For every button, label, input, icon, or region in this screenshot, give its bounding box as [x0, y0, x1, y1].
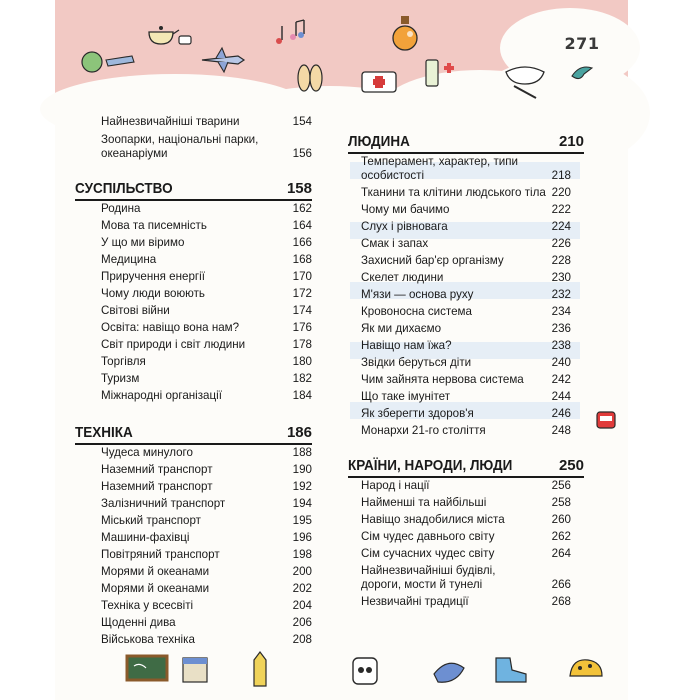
toc-entry-page: 168: [292, 253, 312, 266]
toc-entry[interactable]: [101, 497, 312, 511]
toc-entry-title: Як зберегти здоров'я: [361, 407, 474, 420]
toc-entry-title: Наземний транспорт: [101, 463, 213, 476]
toc-entry[interactable]: [361, 203, 571, 217]
toc-entry-page: 218: [551, 169, 571, 182]
section-page: 210: [558, 133, 584, 150]
toc-entry-page: 182: [292, 372, 312, 385]
sneaker-icon: [490, 652, 530, 688]
toc-entry[interactable]: [101, 253, 312, 267]
toc-entry-title: Торгівля: [101, 355, 146, 368]
bag-icon: [594, 404, 618, 432]
section-heading-society[interactable]: [75, 180, 312, 198]
toc-entry-title: Чому люди воюють: [101, 287, 205, 300]
toc-entry[interactable]: [361, 496, 571, 510]
toc-entry[interactable]: [101, 633, 312, 647]
robot-icon: [348, 652, 382, 688]
teapot-icon: [143, 18, 195, 48]
toc-entry[interactable]: [361, 339, 571, 353]
toc-entry-page: 222: [551, 203, 571, 216]
toc-entry[interactable]: [101, 270, 312, 284]
medicine-bottle-icon: [420, 52, 464, 92]
toc-entry-title: Найнезвичайніші тварини: [101, 115, 240, 128]
toc-entry-page: 224: [551, 220, 571, 233]
section-heading-technology[interactable]: [75, 424, 312, 442]
toc-entry[interactable]: [361, 390, 571, 404]
toc-entry-title: Родина: [101, 202, 141, 215]
calendar-icon: [180, 654, 210, 686]
toc-entry-title-line1: Зоопарки, національні парки,: [101, 133, 259, 146]
toc-entry-page: 238: [551, 339, 571, 352]
toc-entry-title: Залізничний транспорт: [101, 497, 226, 510]
toc-entry-title: Кровоносна система: [361, 305, 472, 318]
teeth-icon: [500, 62, 550, 102]
toc-entry[interactable]: [101, 389, 312, 403]
toc-entry-title: Найменші та найбільші: [361, 496, 487, 509]
toc-entry-title: Міський транспорт: [101, 514, 201, 527]
toc-entry[interactable]: [361, 186, 571, 200]
toc-entry[interactable]: [361, 513, 571, 527]
toc-entry[interactable]: [101, 133, 312, 161]
toc-entry-page: 178: [292, 338, 312, 351]
toc-entry[interactable]: [361, 356, 571, 370]
toc-entry[interactable]: [101, 480, 312, 494]
toc-entry-title: Щоденні дива: [101, 616, 176, 629]
toc-entry-title-line2: океанаріуми: [101, 147, 168, 160]
toc-entry-title: Військова техніка: [101, 633, 195, 646]
toc-entry-title: Техніка у всесвіті: [101, 599, 194, 612]
toc-entry-title: Що таке імунітет: [361, 390, 451, 403]
toc-entry-page: 156: [292, 147, 312, 160]
toc-entry-title: Навіщо нам їжа?: [361, 339, 452, 352]
section-underline: [348, 476, 584, 478]
toc-entry-page: 174: [292, 304, 312, 317]
toc-entry[interactable]: [101, 599, 312, 613]
section-underline: [75, 443, 312, 445]
toc-entry-page: 190: [292, 463, 312, 476]
toc-entry-title-line1: Темперамент, характер, типи: [361, 155, 519, 168]
toc-entry-title: Повітряний транспорт: [101, 548, 220, 561]
slippers-icon: [296, 62, 324, 94]
toc-entry-page: 232: [551, 288, 571, 301]
toc-entry-page: 260: [551, 513, 571, 526]
toc-entry-title: Приручення енергії: [101, 270, 205, 283]
toc-entry-page: 268: [551, 595, 571, 608]
toc-entry-title: Чому ми бачимо: [361, 203, 450, 216]
toc-entry-title: Як ми дихаємо: [361, 322, 442, 335]
toc-entry[interactable]: [361, 322, 571, 336]
toc-entry[interactable]: [361, 564, 571, 592]
toc-entry-page: 196: [292, 531, 312, 544]
toc-entry[interactable]: [361, 305, 571, 319]
toc-entry[interactable]: [101, 582, 312, 596]
toc-entry-title: Чим зайнята нервова система: [361, 373, 524, 386]
toc-entry[interactable]: [101, 355, 312, 369]
toc-entry[interactable]: [101, 548, 312, 562]
toc-entry-page: 206: [292, 616, 312, 629]
toc-entry[interactable]: [101, 321, 312, 335]
page-number: 271: [564, 34, 600, 53]
section-page: 250: [558, 457, 584, 474]
toc-entry[interactable]: [101, 115, 312, 129]
section-page: 186: [286, 424, 312, 441]
toc-entry[interactable]: [101, 565, 312, 579]
toc-entry[interactable]: [361, 288, 571, 302]
toc-entry-title: Мова та писемність: [101, 219, 207, 232]
toc-entry-title: Морями й океанами: [101, 582, 210, 595]
section-title: ЛЮДИНА: [348, 133, 410, 150]
toc-entry[interactable]: [101, 202, 312, 216]
toc-entry-title: Освіта: навіщо вона нам?: [101, 321, 240, 334]
toc-entry[interactable]: [361, 155, 571, 183]
cap-icon: [566, 654, 606, 686]
toc-entry[interactable]: [101, 616, 312, 630]
toc-entry-page: 266: [551, 578, 571, 591]
toc-entry-page: 202: [292, 582, 312, 595]
toc-entry[interactable]: [101, 446, 312, 460]
toc-entry-page: 264: [551, 547, 571, 560]
toc-entry-title: Чудеса минулого: [101, 446, 193, 459]
toc-entry-title: Смак і запах: [361, 237, 429, 250]
toc-entry-page: 244: [551, 390, 571, 403]
toc-entry-title: Світові війни: [101, 304, 170, 317]
section-underline: [348, 152, 584, 154]
toc-entry-page: 256: [551, 479, 571, 492]
toc-entry-page: 198: [292, 548, 312, 561]
toc-entry-title: Тканини та клітини людського тіла: [361, 186, 546, 199]
music-notes-icon: [272, 18, 320, 50]
toc-entry[interactable]: [101, 287, 312, 301]
toc-entry-page: 180: [292, 355, 312, 368]
globe-icon: [80, 48, 138, 76]
toc-entry-page: 200: [292, 565, 312, 578]
chalkboard-icon: [124, 652, 170, 686]
toc-entry-page: 242: [551, 373, 571, 386]
section-title: СУСПІЛЬСТВО: [75, 180, 173, 197]
toc-entry[interactable]: [361, 254, 571, 268]
toc-entry-page: 258: [551, 496, 571, 509]
bird-icon: [570, 62, 596, 84]
toc-entry[interactable]: [361, 530, 571, 544]
toc-entry-page: 194: [292, 497, 312, 510]
toc-entry-page: 192: [292, 480, 312, 493]
seashell-icon: [430, 654, 468, 688]
section-title: ТЕХНІКА: [75, 424, 133, 441]
toc-entry-title: Світ природи і світ людини: [101, 338, 246, 351]
toc-entry-title: Звідки беруться діти: [361, 356, 472, 369]
toc-entry-page: 154: [292, 115, 312, 128]
toc-entry-title: Міжнародні організації: [101, 389, 222, 402]
toc-entry[interactable]: [361, 424, 571, 438]
airplane-icon: [198, 44, 248, 74]
toc-entry-page: 164: [292, 219, 312, 232]
toc-entry[interactable]: [101, 219, 312, 233]
toc-entry[interactable]: [361, 547, 571, 561]
toc-entry-page: 240: [551, 356, 571, 369]
toc-entry-title-line1: Найнезвичайніші будівлі,: [361, 564, 496, 577]
toc-entry-title: М'язи — основа руху: [361, 288, 474, 301]
toc-entry[interactable]: [361, 479, 571, 493]
toc-entry[interactable]: [101, 531, 312, 545]
toc-entry-page: 262: [551, 530, 571, 543]
toc-entry-title: Морями й океанами: [101, 565, 210, 578]
toc-entry-page: 184: [292, 389, 312, 402]
toc-entry-page: 166: [292, 236, 312, 249]
toc-entry-page: 195: [292, 514, 312, 527]
toc-entry[interactable]: [101, 304, 312, 318]
toc-entry-title: Народ і нації: [361, 479, 430, 492]
toc-entry-title-line2: особистості: [361, 169, 425, 182]
toc-entry[interactable]: [101, 236, 312, 250]
toc-entry[interactable]: [361, 237, 571, 251]
toc-entry-page: 246: [551, 407, 571, 420]
toc-entry-page: 204: [292, 599, 312, 612]
toc-entry[interactable]: [361, 271, 571, 285]
toc-entry[interactable]: [101, 463, 312, 477]
toc-entry-page: 230: [551, 271, 571, 284]
section-page: 158: [286, 180, 312, 197]
first-aid-kit-icon: [360, 66, 400, 96]
toc-entry[interactable]: [361, 407, 571, 421]
toc-entry[interactable]: [361, 595, 571, 609]
toc-entry-page: 188: [292, 446, 312, 459]
toc-entry-title: Незвичайні традиції: [361, 595, 469, 608]
toc-entry-title: У що ми віримо: [101, 236, 185, 249]
toc-entry-page: 228: [551, 254, 571, 267]
toc-entry-page: 234: [551, 305, 571, 318]
toc-entry-page: 220: [551, 186, 571, 199]
toc-entry[interactable]: [361, 373, 571, 387]
toc-entry[interactable]: [361, 220, 571, 234]
toc-entry[interactable]: [101, 372, 312, 386]
toc-entry-page: 236: [551, 322, 571, 335]
toc-entry-title: Сім сучасних чудес світу: [361, 547, 495, 560]
pencil-icon: [246, 650, 276, 690]
toc-entry-title: Скелет людини: [361, 271, 444, 284]
toc-entry-title: Медицина: [101, 253, 157, 266]
toc-entry-title: Сім чудес давнього світу: [361, 530, 495, 543]
toc-entry-page: 172: [292, 287, 312, 300]
toc-entry-page: 248: [551, 424, 571, 437]
toc-entry-title-line2: дороги, мости й тунелі: [361, 578, 483, 591]
potion-flask-icon: [388, 14, 422, 54]
toc-entry-title: Захисний бар'єр організму: [361, 254, 504, 267]
toc-entry[interactable]: [101, 338, 312, 352]
toc-entry-page: 226: [551, 237, 571, 250]
toc-entry-title: Монархи 21-го століття: [361, 424, 486, 437]
toc-entry-page: 162: [292, 202, 312, 215]
section-heading-human[interactable]: [348, 133, 584, 151]
toc-entry-page: 208: [292, 633, 312, 646]
toc-entry-title: Навіщо знадобилися міста: [361, 513, 505, 526]
toc-entry-title: Наземний транспорт: [101, 480, 213, 493]
toc-entry-title: Туризм: [101, 372, 140, 385]
section-underline: [75, 199, 312, 201]
toc-entry[interactable]: [101, 514, 312, 528]
toc-entry-page: 170: [292, 270, 312, 283]
toc-entry-page: 176: [292, 321, 312, 334]
toc-entry-title: Слух і рівновага: [361, 220, 448, 233]
section-heading-countries[interactable]: [348, 457, 584, 475]
section-title: КРАЇНИ, НАРОДИ, ЛЮДИ: [348, 457, 513, 474]
toc-entry-title: Машини-фахівці: [101, 531, 190, 544]
